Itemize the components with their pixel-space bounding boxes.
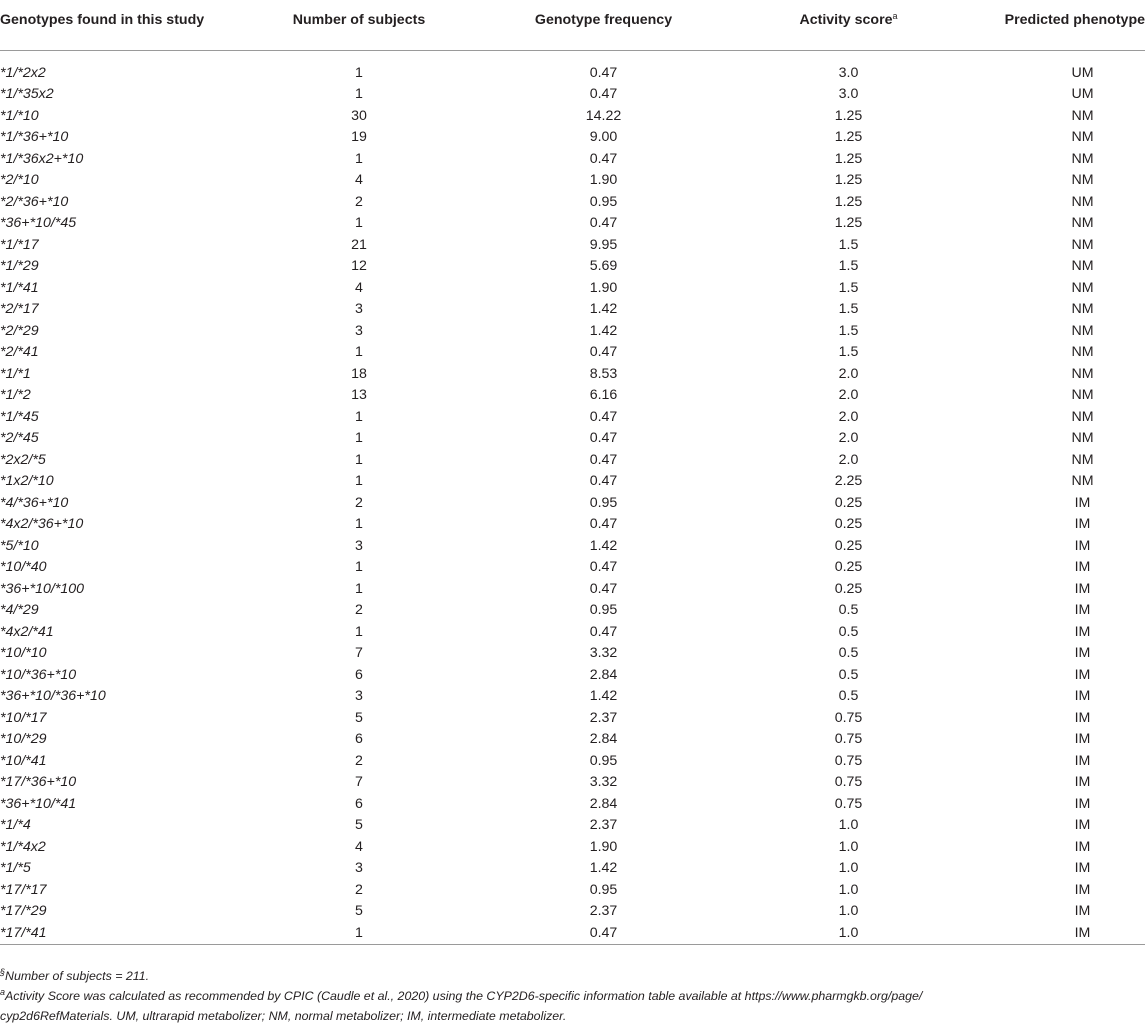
table-row (0, 321, 1145, 343)
phenotype-cell: IM (1074, 752, 1091, 769)
genotype-cell: *1/*36x2+*10 (0, 150, 84, 167)
frequency-cell: 1.42 (589, 688, 618, 704)
activity-cell: 0.5 (838, 623, 859, 640)
subjects-cell: 3 (355, 322, 363, 339)
table-row (0, 407, 1145, 429)
frequency-cell: 0.47 (589, 408, 618, 425)
header-subjects: Number of subjects (240, 0, 478, 50)
genotype-cell: *1/*36+*10 (0, 129, 69, 145)
phenotype-cell: NM (1071, 344, 1094, 360)
genotype-cell: *2/*41 (0, 344, 39, 360)
subjects-cell: 6 (355, 731, 363, 747)
header-phenotype: Predicted phenotype (968, 0, 1145, 50)
phenotype-cell: UM (1071, 86, 1094, 102)
activity-cell: 1.25 (834, 129, 863, 145)
subjects-cell: 1 (355, 559, 363, 575)
table-row (0, 880, 1145, 902)
subjects-cell: 21 (351, 236, 367, 253)
phenotype-cell: IM (1074, 774, 1091, 790)
footnote-activity-text: Activity Score was calculated as recommended by CPIC (Caudle et al., 2020) using the CYP2D6-specific information table available at https://www.pharmgkb.org/page/ (5, 989, 923, 1003)
activity-cell: 0.5 (838, 688, 859, 704)
activity-cell: 1.0 (729, 923, 968, 945)
table-row (0, 471, 1145, 493)
genotype-cell: *2/*17 (0, 301, 39, 317)
subjects-cell: 13 (351, 387, 367, 403)
genotype-cell: *5/*10 (0, 537, 39, 554)
genotype-cell: *10/*36+*10 (0, 666, 77, 683)
activity-cell: 1.0 (838, 860, 859, 876)
genotype-cell: *10/*17 (0, 709, 47, 726)
activity-cell: 2.0 (838, 387, 859, 403)
footnote-activity-cont: cyp2d6RefMaterials. UM, ultrarapid metabolizer; NM, normal metabolizer; IM, intermediate metabolizer. (0, 1009, 567, 1023)
phenotype-cell: IM (1074, 516, 1091, 532)
activity-cell: 0.25 (834, 494, 863, 511)
phenotype-cell: IM (1074, 860, 1091, 876)
genotype-cell: *10/*41 (0, 752, 47, 769)
phenotype-cell: NM (1071, 236, 1094, 253)
table-row (0, 901, 1145, 923)
subjects-cell: 2 (355, 752, 363, 769)
table-row (0, 579, 1145, 601)
genotype-cell: *10/*29 (0, 731, 47, 747)
table-row (0, 686, 1145, 708)
genotype-cell: *1/*4 (0, 817, 31, 833)
header-activity-label: Activity score (799, 12, 893, 28)
genotype-cell: *1/*35x2 (0, 86, 54, 102)
subjects-cell: 1 (355, 516, 363, 532)
phenotype-cell: UM (1071, 64, 1094, 81)
phenotype-cell: NM (1071, 430, 1094, 446)
frequency-cell: 8.53 (589, 365, 618, 382)
subjects-cell: 1 (355, 473, 363, 489)
subjects-cell: 5 (355, 903, 363, 919)
footnote-activity-sup: a (0, 987, 6, 997)
subjects-cell: 4 (355, 172, 363, 188)
phenotype-cell: IM (1074, 580, 1091, 597)
phenotype-cell: IM (968, 923, 1145, 945)
genotype-cell: *2/*45 (0, 430, 39, 446)
activity-cell: 0.5 (838, 645, 859, 661)
frequency-cell: 0.47 (589, 451, 618, 468)
table-row (0, 213, 1145, 235)
frequency-cell: 0.47 (589, 580, 618, 597)
phenotype-cell: NM (1071, 408, 1094, 425)
phenotype-cell: IM (1074, 795, 1091, 812)
table-body (0, 50, 1145, 945)
subjects-cell: 18 (351, 365, 367, 382)
table-row (0, 815, 1145, 837)
phenotype-cell: IM (1074, 688, 1091, 704)
subjects-cell: 1 (355, 215, 363, 231)
genotype-cell: *2/*10 (0, 172, 39, 188)
subjects-cell: 3 (355, 860, 363, 876)
phenotype-cell: IM (1074, 666, 1091, 683)
genotype-cell: *36+*10/*100 (0, 580, 85, 597)
phenotype-cell: NM (1071, 301, 1094, 317)
frequency-cell: 0.47 (589, 623, 618, 640)
frequency-cell: 0.95 (589, 602, 618, 618)
subjects-cell: 3 (355, 537, 363, 554)
activity-cell: 1.5 (838, 279, 859, 296)
genotype-cell: *17/*17 (0, 881, 47, 898)
phenotype-cell: NM (1071, 172, 1094, 188)
footnote-subjects (0, 966, 1145, 986)
activity-cell: 0.25 (834, 537, 863, 554)
genotype-cell: *17/*41 (0, 923, 240, 945)
frequency-cell: 6.16 (589, 387, 618, 403)
header-genotype: Genotypes found in this study (0, 0, 240, 50)
activity-cell: 1.5 (838, 344, 859, 360)
table-row (0, 278, 1145, 300)
subjects-cell: 1 (355, 64, 363, 81)
table-row (0, 385, 1145, 407)
subjects-cell: 3 (355, 688, 363, 704)
subjects-cell: 1 (355, 86, 363, 102)
subjects-cell: 6 (355, 795, 363, 812)
genotype-cell: *2/*36+*10 (0, 193, 69, 210)
phenotype-cell: IM (1074, 903, 1091, 919)
subjects-cell: 7 (355, 774, 363, 790)
phenotype-cell: IM (1074, 645, 1091, 661)
activity-cell: 1.5 (838, 322, 859, 339)
subjects-cell: 2 (355, 494, 363, 511)
subjects-cell: 12 (351, 258, 367, 274)
table-row (0, 557, 1145, 579)
subjects-cell: 4 (355, 279, 363, 296)
table-row (0, 643, 1145, 665)
phenotype-cell: NM (1071, 107, 1094, 124)
frequency-cell: 5.69 (589, 258, 618, 274)
frequency-cell: 1.42 (589, 301, 618, 317)
phenotype-cell: NM (1071, 387, 1094, 403)
table-row (0, 772, 1145, 794)
phenotype-cell: NM (1071, 193, 1094, 210)
frequency-cell: 0.47 (589, 64, 618, 81)
activity-cell: 1.0 (838, 838, 859, 855)
footnotes (0, 966, 1145, 1026)
phenotype-cell: NM (1071, 129, 1094, 145)
subjects-cell: 1 (355, 408, 363, 425)
table-row (0, 342, 1145, 364)
frequency-cell: 0.47 (589, 344, 618, 360)
subjects-cell: 3 (355, 301, 363, 317)
subjects-cell: 7 (355, 645, 363, 661)
phenotype-cell: IM (1074, 537, 1091, 554)
genotype-cell: *36+*10/*36+*10 (0, 688, 106, 704)
frequency-cell: 2.84 (589, 666, 618, 683)
table-row (0, 256, 1145, 278)
activity-cell: 1.25 (834, 172, 863, 188)
frequency-cell: 0.47 (589, 150, 618, 167)
header-activity-sup: a (892, 11, 898, 21)
genotype-cell: *1/*29 (0, 258, 39, 274)
table-row (0, 450, 1145, 472)
table-row (0, 514, 1145, 536)
subjects-cell: 5 (355, 709, 363, 726)
genotype-cell: *4/*29 (0, 602, 39, 618)
table-row (0, 751, 1145, 773)
phenotype-cell: IM (1074, 602, 1091, 618)
activity-cell: 0.75 (834, 774, 863, 790)
frequency-cell: 14.22 (585, 107, 622, 124)
frequency-cell: 0.95 (589, 752, 618, 769)
genotype-cell: *1/*17 (0, 236, 39, 253)
subjects-cell: 1 (355, 344, 363, 360)
header-activity (729, 0, 968, 50)
phenotype-cell: NM (1071, 473, 1094, 489)
frequency-cell: 1.90 (589, 172, 618, 188)
genotype-cell: *2/*29 (0, 322, 39, 339)
activity-cell: 2.0 (838, 430, 859, 446)
genotype-cell: *1/*41 (0, 279, 39, 296)
phenotype-cell: IM (1074, 731, 1091, 747)
phenotype-cell: IM (1074, 838, 1091, 855)
genotype-cell: *17/*36+*10 (0, 774, 77, 790)
table-row (0, 106, 1145, 128)
footnote-subjects-sup: § (0, 967, 6, 977)
table-row (0, 493, 1145, 515)
genotype-cell: *1/*4x2 (0, 838, 46, 855)
table-row (0, 84, 1145, 106)
table-row (0, 622, 1145, 644)
table-row (0, 536, 1145, 558)
frequency-cell: 2.84 (589, 731, 618, 747)
header-frequency: Genotype frequency (478, 0, 729, 50)
activity-cell: 0.25 (834, 580, 863, 597)
table-row (0, 299, 1145, 321)
genotype-cell: *2x2/*5 (0, 451, 46, 468)
frequency-cell: 0.95 (589, 494, 618, 511)
frequency-cell: 1.90 (589, 279, 618, 296)
subjects-cell: 30 (351, 107, 367, 124)
subjects-cell: 1 (355, 150, 363, 167)
subjects-cell: 6 (355, 666, 363, 683)
phenotype-cell: IM (1074, 623, 1091, 640)
activity-cell: 2.0 (838, 451, 859, 468)
subjects-cell: 1 (355, 623, 363, 640)
activity-cell: 1.5 (838, 236, 859, 253)
genotype-cell: *4/*36+*10 (0, 494, 69, 511)
genotype-cell: *1x2/*10 (0, 473, 54, 489)
activity-cell: 3.0 (838, 86, 859, 102)
activity-cell: 3.0 (838, 64, 859, 81)
subjects-cell: 19 (351, 129, 367, 145)
frequency-cell: 0.47 (589, 516, 618, 532)
frequency-cell: 0.47 (589, 215, 618, 231)
phenotype-cell: NM (1071, 150, 1094, 167)
genotype-cell: *36+*10/*45 (0, 215, 77, 231)
table-row (0, 364, 1145, 386)
phenotype-cell: IM (1074, 559, 1091, 575)
genotype-cell: *4x2/*36+*10 (0, 516, 84, 532)
activity-cell: 0.25 (834, 559, 863, 575)
subjects-cell: 1 (240, 923, 478, 945)
genotype-cell: *10/*40 (0, 559, 47, 575)
frequency-cell: 1.42 (589, 860, 618, 876)
table-row (0, 149, 1145, 171)
genotype-cell: *10/*10 (0, 645, 47, 661)
table-row (0, 708, 1145, 730)
frequency-cell: 0.95 (589, 193, 618, 210)
table-row (0, 794, 1145, 816)
activity-cell: 1.5 (838, 258, 859, 274)
table-row (0, 192, 1145, 214)
table-row (0, 428, 1145, 450)
activity-cell: 2.0 (838, 365, 859, 382)
phenotype-cell: IM (1074, 817, 1091, 833)
frequency-cell: 3.32 (589, 774, 618, 790)
genotype-cell: *1/*1 (0, 365, 31, 382)
frequency-cell: 0.47 (589, 473, 618, 489)
phenotype-cell: IM (1074, 709, 1091, 726)
table-row (0, 170, 1145, 192)
frequency-cell: 0.95 (589, 881, 618, 898)
frequency-cell: 2.37 (589, 817, 618, 833)
subjects-cell: 4 (355, 838, 363, 855)
frequency-cell: 1.42 (589, 537, 618, 554)
activity-cell: 0.75 (834, 709, 863, 726)
subjects-cell: 1 (355, 451, 363, 468)
frequency-cell: 1.42 (589, 322, 618, 339)
activity-cell: 0.75 (834, 752, 863, 769)
table-row (0, 923, 1145, 945)
phenotype-cell: NM (1071, 451, 1094, 468)
subjects-cell: 1 (355, 430, 363, 446)
table-row (0, 665, 1145, 687)
activity-cell: 1.25 (834, 150, 863, 167)
frequency-cell: 2.84 (589, 795, 618, 812)
frequency-cell: 0.47 (589, 86, 618, 102)
table-row (0, 127, 1145, 149)
table-row (0, 837, 1145, 859)
frequency-cell: 0.47 (589, 430, 618, 446)
phenotype-cell: IM (1074, 494, 1091, 511)
phenotype-cell: NM (1071, 365, 1094, 382)
frequency-cell: 9.95 (589, 236, 618, 253)
genotype-cell: *1/*2x2 (0, 64, 46, 81)
phenotype-cell: NM (1071, 258, 1094, 274)
subjects-cell: 2 (355, 602, 363, 618)
activity-cell: 1.25 (834, 215, 863, 231)
footnote-activity (0, 986, 1145, 1006)
activity-cell: 0.75 (834, 795, 863, 812)
genotype-cell: *1/*2 (0, 387, 31, 403)
table-row (0, 600, 1145, 622)
activity-cell: 0.25 (834, 516, 863, 532)
frequency-cell: 0.47 (478, 923, 729, 945)
table-row (0, 729, 1145, 751)
frequency-cell: 2.37 (589, 903, 618, 919)
genotype-cell: *1/*5 (0, 860, 31, 876)
activity-cell: 2.0 (838, 408, 859, 425)
frequency-cell: 2.37 (589, 709, 618, 726)
activity-cell: 1.0 (838, 817, 859, 833)
activity-cell: 1.0 (838, 903, 859, 919)
table-header (0, 0, 1145, 50)
table-row (0, 858, 1145, 880)
genotype-cell: *1/*10 (0, 107, 39, 124)
activity-cell: 0.75 (834, 731, 863, 747)
activity-cell: 1.5 (838, 301, 859, 317)
activity-cell: 0.5 (838, 602, 859, 618)
frequency-cell: 9.00 (589, 129, 618, 145)
activity-cell: 0.5 (838, 666, 859, 683)
activity-cell: 2.25 (834, 473, 863, 489)
footnote-subjects-text: Number of subjects = 211. (5, 969, 150, 983)
subjects-cell: 2 (355, 193, 363, 210)
frequency-cell: 1.90 (589, 838, 618, 855)
phenotype-cell: NM (1071, 322, 1094, 339)
frequency-cell: 0.47 (589, 559, 618, 575)
genotype-cell: *4x2/*41 (0, 623, 54, 640)
genotype-cell: *17/*29 (0, 903, 47, 919)
phenotype-cell: NM (1071, 279, 1094, 296)
activity-cell: 1.25 (834, 193, 863, 210)
genotype-cell: *1/*45 (0, 408, 39, 425)
subjects-cell: 5 (355, 817, 363, 833)
subjects-cell: 2 (355, 881, 363, 898)
genotype-cell: *36+*10/*41 (0, 795, 77, 812)
activity-cell: 1.25 (834, 107, 863, 124)
phenotype-cell: IM (1074, 881, 1091, 898)
activity-cell: 1.0 (838, 881, 859, 898)
table-row (0, 235, 1145, 257)
phenotype-cell: NM (1071, 215, 1094, 231)
frequency-cell: 3.32 (589, 645, 618, 661)
table-row (0, 63, 1145, 85)
subjects-cell: 1 (355, 580, 363, 597)
